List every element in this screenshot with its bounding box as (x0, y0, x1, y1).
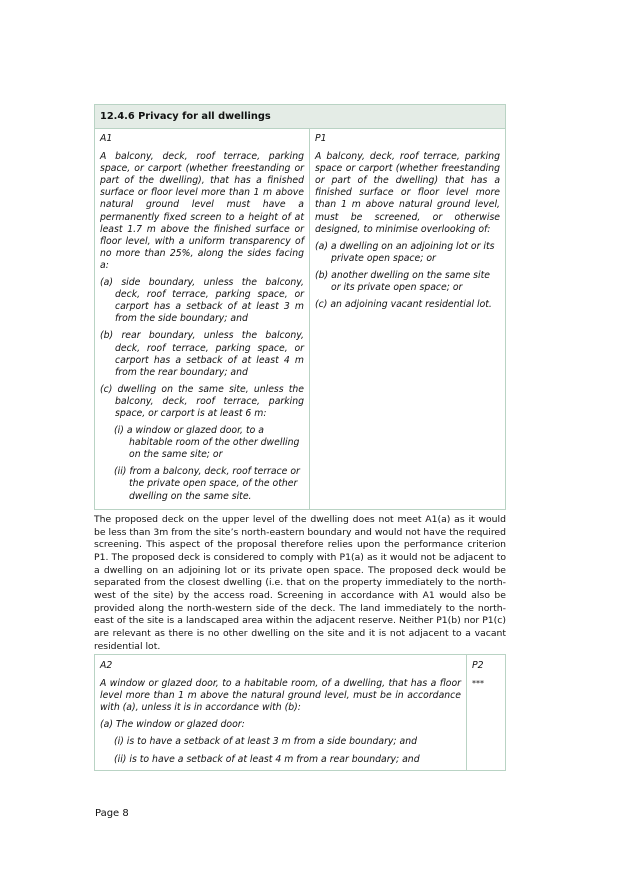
page-number: Page 8 (95, 808, 129, 819)
a1-item-c: (c) dwelling on the same site, unless the balcony, deck, roof terrace, parking space, or carport is at least 6 m: (100, 383, 304, 419)
p1-intro: A balcony, deck, roof terrace, parking space or carport (whether freestanding or part of the dwelling) that has a finished surface or floor level more than 1 m above natural ground level, must be screened, or otherwise designed, to minimise overlooking of: (315, 151, 501, 235)
a1-subitem-i: (i) a window or glazed door, to a habitable room of the other dwelling on the same site; or (114, 425, 300, 461)
p2-label: P2 (472, 660, 484, 671)
a1-label: A1 (100, 133, 113, 144)
a1-item-a: (a) side boundary, unless the balcony, deck, roof terrace, parking space, or carport has a setback of at least 3 m from the side boundary; and (100, 277, 304, 325)
table-heading-text: 12.4.6 Privacy for all dwellings (100, 111, 271, 122)
a2-subitem-ii: (ii) is to have a setback of at least 4 m from a rear boundary; and (114, 753, 420, 765)
performance-criterion-p1 (310, 129, 506, 510)
performance-criterion-p2 (467, 655, 506, 771)
privacy-standards-table (94, 104, 506, 510)
a1-intro: A balcony, deck, roof terrace, parking space, or carport (whether freestanding or part of the dwelling), that has a finished surface or floor level more than 1 m above natural ground level must have a permanently fixed screen to a height of at least 1.7 m above the finished surface or floor level, with a uniform transparency of no more than 25%, along the sides facing a: (100, 151, 304, 271)
p1-item-b: (b) another dwelling on the same site or its private open space; or (315, 269, 490, 294)
acceptable-solution-a2 (95, 655, 467, 771)
p2-text: *** (472, 679, 484, 689)
a1-subitem-ii: (ii) from a balcony, deck, roof terrace or the private open space, of the other dwelling on the same site. (114, 466, 300, 502)
a2-label: A2 (100, 660, 113, 671)
table-heading (95, 105, 506, 129)
window-privacy-table (94, 654, 506, 771)
a1-item-b: (b) rear boundary, unless the balcony, deck, roof terrace, parking space, or carport has a setback of at least 4 m from the rear boundary; and (100, 330, 304, 378)
assessment-paragraph: The proposed deck on the upper level of the dwelling does not meet A1(a) as it would be less than 3m from the site’s north-eastern boundary and would not have the required screening. This aspect of the proposal therefore relies upon the performance criterion P1. The proposed deck is considered to comply with P1(a) as it would not be adjacent to a dwelling on an adjoining lot or its private open space. The proposed deck would be separated from the closest dwelling (i.e. that on the property immediately to the north-west of the site) by the access road. Screening in accordance with A1 would also be provided along the north-western side of the deck. The land immediately to the north-east of the site is a landscaped area within the adjacent reserve. Neither P1(b) nor P1(c) are relevant as there is no other dwelling on the site and it is not adjacent to a vacant residential lot. (94, 514, 506, 652)
a2-subitem-i: (i) is to have a setback of at least 3 m from a side boundary; and (114, 736, 418, 748)
a2-intro: A window or glazed door, to a habitable room, of a dwelling, that has a floor level more than 1 m above the natural ground level, must be in accordance with (a), unless it is in accordance with (b): (100, 678, 461, 714)
p1-item-a: (a) a dwelling on an adjoining lot or its private open space; or (315, 240, 495, 264)
p1-label: P1 (315, 133, 327, 144)
a2-item-a: (a) The window or glazed door: (100, 719, 245, 731)
acceptable-solution-a1 (95, 129, 310, 510)
p1-item-c: (c) an adjoining vacant residential lot. (315, 299, 492, 311)
